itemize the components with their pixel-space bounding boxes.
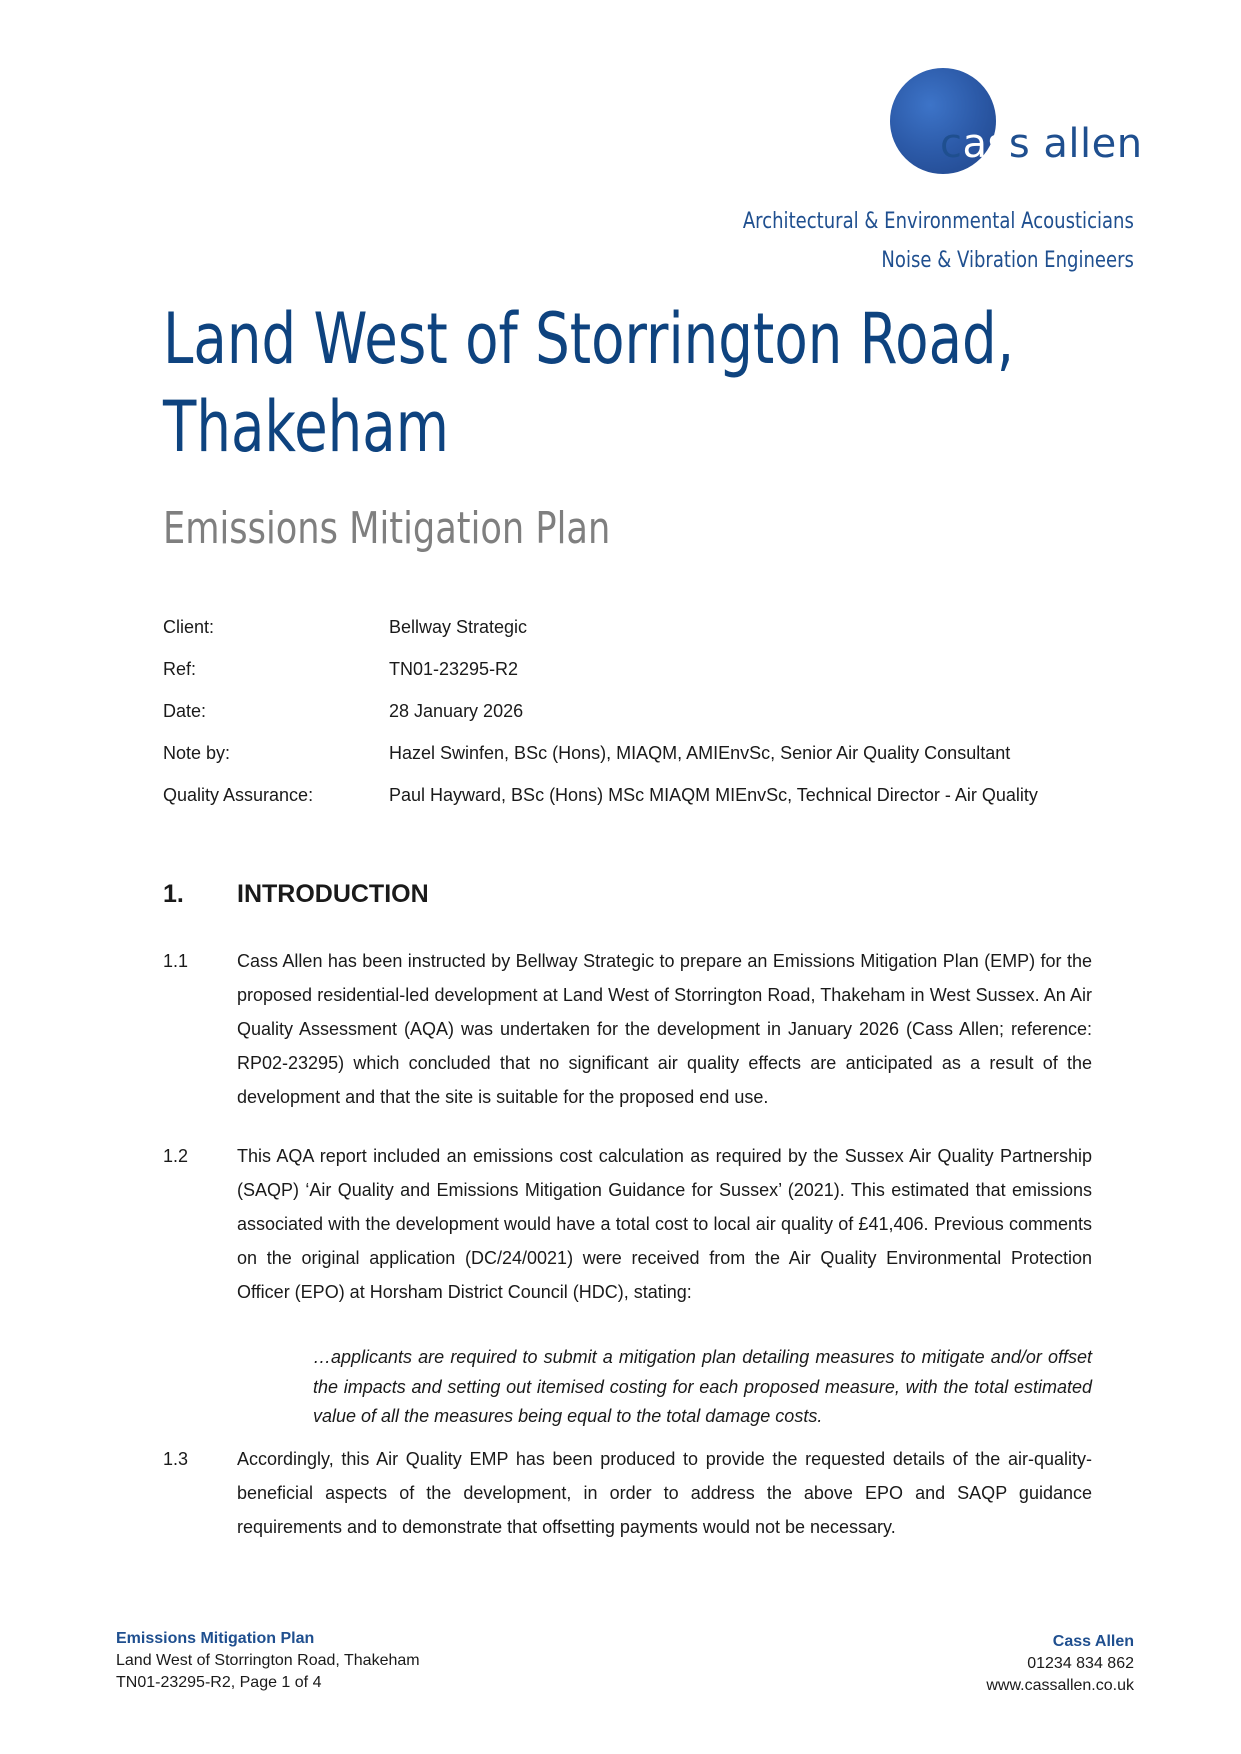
footer-website: www.cassallen.co.uk bbox=[986, 1677, 1134, 1694]
meta-row-ref bbox=[163, 659, 1038, 701]
meta-value: Bellway Strategic bbox=[389, 617, 528, 637]
section-heading bbox=[163, 880, 429, 909]
title-line-1: Land West of Storrington Road, bbox=[163, 298, 1015, 380]
logo-suffix: s allen bbox=[1008, 121, 1143, 167]
meta-value: 28 January 2026 bbox=[389, 701, 524, 721]
footer-doc-title: Emissions Mitigation Plan bbox=[116, 1630, 315, 1647]
paragraph-number: 1.3 bbox=[163, 1449, 189, 1469]
paragraph-number: 1.1 bbox=[163, 951, 189, 971]
meta-label: Date: bbox=[163, 701, 207, 721]
meta-value: TN01-23295-R2 bbox=[389, 659, 519, 679]
footer-left bbox=[116, 1628, 420, 1694]
section-title: INTRODUCTION bbox=[237, 880, 429, 908]
meta-row-date bbox=[163, 701, 1038, 743]
meta-label: Client: bbox=[163, 617, 215, 637]
meta-row-client bbox=[163, 617, 1038, 659]
meta-value: Hazel Swinfen, BSc (Hons), MIAQM, AMIEnvSc, Senior Air Quality Consultant bbox=[389, 743, 1011, 763]
paragraph-text: Cass Allen has been instructed by Bellway Strategic to prepare an Emissions Mitigation Plan (EMP) for the proposed residential-led development at Land West of Storrington Road, Thakeham in West Sussex. An Air Quality Assessment (AQA) was undertaken for the development in January 2026 (Cass Allen; reference: RP02-23295) which concluded that no significant air quality effects are anticipated as a result of the development and that the site is suitable for the proposed end use. bbox=[237, 951, 1092, 1107]
footer-right bbox=[986, 1631, 1134, 1697]
meta-label: Note by: bbox=[163, 743, 231, 763]
meta-label: Quality Assurance: bbox=[163, 785, 314, 805]
paragraph-1-3 bbox=[163, 1442, 1092, 1544]
block-quote: …applicants are required to submit a mitigation plan detailing measures to mitigate and/or offset the impacts and setting out itemised costing for each proposed measure, with the total estimated value of all the measures being equal to the total damage costs. bbox=[313, 1347, 1092, 1426]
document-title bbox=[163, 295, 1014, 471]
meta-value: Paul Hayward, BSc (Hons) MSc MIAQM MIEnvSc, Technical Director - Air Quality bbox=[389, 785, 1038, 805]
tagline-2: Noise & Vibration Engineers bbox=[881, 248, 1134, 273]
meta-table bbox=[163, 617, 1038, 827]
paragraph-text: Accordingly, this Air Quality EMP has been produced to provide the requested details of the air-quality-beneficial aspects of the development, in order to address the above EPO and SAQP guidance requirements and to demonstrate that offsetting payments would not be necessary. bbox=[237, 1449, 1092, 1537]
footer-site: Land West of Storrington Road, Thakeham bbox=[116, 1652, 420, 1669]
paragraph-text: This AQA report included an emissions cost calculation as required by the Sussex Air Quality Partnership (SAQP) ‘Air Quality and Emissions Mitigation Guidance for Sussex’ (2021). This estimated that emissions associated with the development would have a total cost to local air quality of £41,406. Previous comments on the original application (DC/24/0021) were received from the Air Quality Environmental Protection Officer (EPO) at Horsham District Council (HDC), stating: bbox=[237, 1146, 1092, 1302]
meta-row-note-by bbox=[163, 743, 1038, 785]
paragraph-number: 1.2 bbox=[163, 1146, 189, 1166]
logo-wordmark bbox=[940, 121, 1143, 167]
tagline-1: Architectural & Environmental Acousticians bbox=[742, 209, 1134, 234]
section-number: 1. bbox=[163, 880, 184, 908]
document-subtitle: Emissions Mitigation Plan bbox=[163, 503, 611, 554]
footer-phone: 01234 834 862 bbox=[1027, 1655, 1134, 1672]
meta-label: Ref: bbox=[163, 659, 197, 679]
paragraph-1-1 bbox=[163, 944, 1092, 1114]
title-line-2: Thakeham bbox=[163, 386, 449, 468]
paragraph-1-2 bbox=[163, 1139, 1092, 1309]
footer-page-ref: TN01-23295-R2, Page 1 of 4 bbox=[116, 1674, 322, 1691]
footer-company: Cass Allen bbox=[1052, 1633, 1134, 1650]
meta-row-quality-assurance bbox=[163, 785, 1038, 827]
logo-overlap: as bbox=[962, 121, 1009, 167]
logo-prefix: c bbox=[940, 121, 963, 167]
